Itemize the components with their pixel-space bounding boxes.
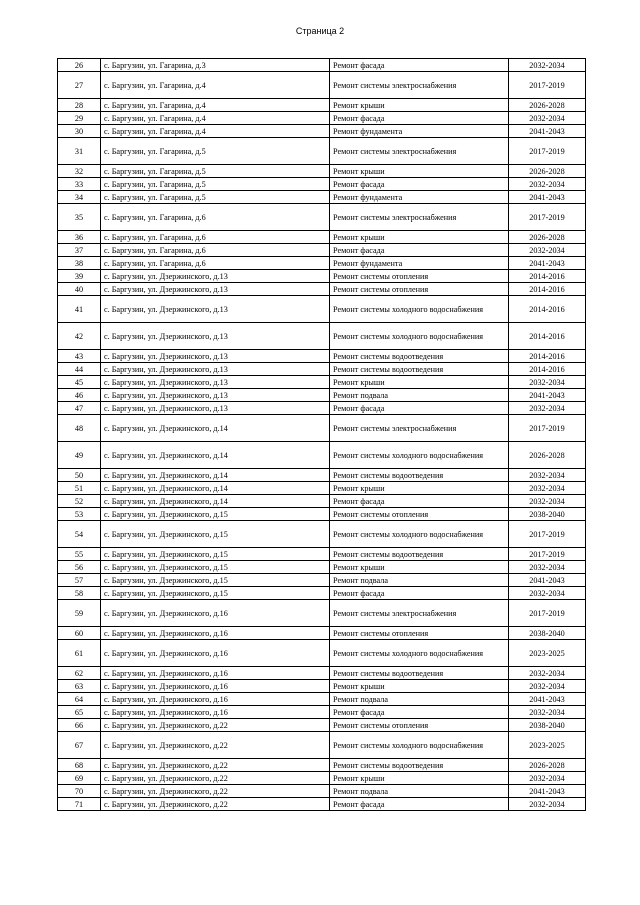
- row-number: 56: [58, 561, 101, 574]
- row-work-type: Ремонт крыши: [330, 165, 509, 178]
- row-number: 52: [58, 495, 101, 508]
- row-work-type: Ремонт системы холодного водоснабжения: [330, 296, 509, 323]
- row-address: с. Баргузин, ул. Дзержинского, д.13: [101, 376, 330, 389]
- table-row: [58, 508, 586, 521]
- row-period: 2041-2043: [509, 574, 586, 587]
- row-work-type: Ремонт фасада: [330, 244, 509, 257]
- row-address: с. Баргузин, ул. Дзержинского, д.13: [101, 283, 330, 296]
- row-work-type: Ремонт системы электроснабжения: [330, 72, 509, 99]
- row-period: 2032-2034: [509, 402, 586, 415]
- table-row: [58, 165, 586, 178]
- row-work-type: Ремонт крыши: [330, 231, 509, 244]
- row-period: 2032-2034: [509, 587, 586, 600]
- table-row: [58, 191, 586, 204]
- table-row: [58, 204, 586, 231]
- table-row: [58, 495, 586, 508]
- row-number: 45: [58, 376, 101, 389]
- row-period: 2041-2043: [509, 785, 586, 798]
- row-number: 39: [58, 270, 101, 283]
- row-work-type: Ремонт фундамента: [330, 257, 509, 270]
- row-work-type: Ремонт системы отопления: [330, 719, 509, 732]
- table-body: [58, 59, 586, 811]
- row-work-type: Ремонт подвала: [330, 389, 509, 402]
- row-number: 61: [58, 640, 101, 667]
- row-period: 2014-2016: [509, 323, 586, 350]
- table-row: [58, 561, 586, 574]
- row-work-type: Ремонт системы холодного водоснабжения: [330, 640, 509, 667]
- row-number: 69: [58, 772, 101, 785]
- table-row: [58, 138, 586, 165]
- table-row: [58, 482, 586, 495]
- row-address: с. Баргузин, ул. Дзержинского, д.15: [101, 574, 330, 587]
- table-row: [58, 680, 586, 693]
- row-number: 37: [58, 244, 101, 257]
- row-address: с. Баргузин, ул. Дзержинского, д.13: [101, 363, 330, 376]
- row-period: 2026-2028: [509, 165, 586, 178]
- row-address: с. Баргузин, ул. Дзержинского, д.16: [101, 667, 330, 680]
- row-number: 33: [58, 178, 101, 191]
- table-row: [58, 350, 586, 363]
- row-period: 2032-2034: [509, 244, 586, 257]
- table-row: [58, 693, 586, 706]
- row-number: 28: [58, 99, 101, 112]
- row-number: 65: [58, 706, 101, 719]
- table-row: [58, 521, 586, 548]
- table-row: [58, 112, 586, 125]
- row-period: 2032-2034: [509, 798, 586, 811]
- table-row: [58, 469, 586, 482]
- table-row: [58, 270, 586, 283]
- row-address: с. Баргузин, ул. Дзержинского, д.15: [101, 508, 330, 521]
- repair-schedule-table: [57, 58, 586, 811]
- table-row: [58, 402, 586, 415]
- row-period: 2038-2040: [509, 508, 586, 521]
- row-address: с. Баргузин, ул. Дзержинского, д.16: [101, 640, 330, 667]
- row-work-type: Ремонт фасада: [330, 706, 509, 719]
- row-address: с. Баргузин, ул. Дзержинского, д.16: [101, 706, 330, 719]
- row-period: 2041-2043: [509, 125, 586, 138]
- row-period: 2041-2043: [509, 693, 586, 706]
- row-address: с. Баргузин, ул. Дзержинского, д.15: [101, 548, 330, 561]
- row-work-type: Ремонт системы холодного водоснабжения: [330, 521, 509, 548]
- table-row: [58, 772, 586, 785]
- row-address: с. Баргузин, ул. Дзержинского, д.15: [101, 521, 330, 548]
- row-address: с. Баргузин, ул. Дзержинского, д.16: [101, 627, 330, 640]
- row-address: с. Баргузин, ул. Гагарина, д.6: [101, 204, 330, 231]
- row-number: 35: [58, 204, 101, 231]
- row-address: с. Баргузин, ул. Гагарина, д.5: [101, 191, 330, 204]
- row-number: 32: [58, 165, 101, 178]
- row-number: 54: [58, 521, 101, 548]
- table-row: [58, 99, 586, 112]
- table-row: [58, 732, 586, 759]
- row-address: с. Баргузин, ул. Дзержинского, д.13: [101, 350, 330, 363]
- row-number: 68: [58, 759, 101, 772]
- row-work-type: Ремонт фасада: [330, 798, 509, 811]
- row-address: с. Баргузин, ул. Дзержинского, д.13: [101, 402, 330, 415]
- row-work-type: Ремонт крыши: [330, 99, 509, 112]
- row-period: 2017-2019: [509, 138, 586, 165]
- table-row: [58, 59, 586, 72]
- table-row: [58, 72, 586, 99]
- row-work-type: Ремонт фасада: [330, 178, 509, 191]
- row-period: 2017-2019: [509, 600, 586, 627]
- table-row: [58, 363, 586, 376]
- row-period: 2023-2025: [509, 640, 586, 667]
- table-row: [58, 376, 586, 389]
- row-period: 2038-2040: [509, 627, 586, 640]
- row-address: с. Баргузин, ул. Дзержинского, д.14: [101, 415, 330, 442]
- table-row: [58, 415, 586, 442]
- row-number: 53: [58, 508, 101, 521]
- row-work-type: Ремонт системы электроснабжения: [330, 600, 509, 627]
- row-period: 2032-2034: [509, 561, 586, 574]
- table-row: [58, 548, 586, 561]
- row-work-type: Ремонт системы водоотведения: [330, 350, 509, 363]
- row-period: 2032-2034: [509, 772, 586, 785]
- row-work-type: Ремонт системы водоотведения: [330, 548, 509, 561]
- row-work-type: Ремонт системы водоотведения: [330, 667, 509, 680]
- row-number: 55: [58, 548, 101, 561]
- row-number: 44: [58, 363, 101, 376]
- table-row: [58, 640, 586, 667]
- row-work-type: Ремонт крыши: [330, 376, 509, 389]
- row-number: 51: [58, 482, 101, 495]
- row-period: 2014-2016: [509, 283, 586, 296]
- row-period: 2026-2028: [509, 759, 586, 772]
- table-row: [58, 574, 586, 587]
- row-work-type: Ремонт системы холодного водоснабжения: [330, 323, 509, 350]
- row-address: с. Баргузин, ул. Дзержинского, д.15: [101, 587, 330, 600]
- row-address: с. Баргузин, ул. Дзержинского, д.16: [101, 600, 330, 627]
- table-row: [58, 759, 586, 772]
- row-address: с. Баргузин, ул. Дзержинского, д.22: [101, 772, 330, 785]
- row-number: 27: [58, 72, 101, 99]
- row-number: 29: [58, 112, 101, 125]
- row-period: 2032-2034: [509, 376, 586, 389]
- table-row: [58, 231, 586, 244]
- row-work-type: Ремонт подвала: [330, 574, 509, 587]
- row-number: 34: [58, 191, 101, 204]
- row-period: 2041-2043: [509, 389, 586, 402]
- table-row: [58, 296, 586, 323]
- row-period: 2026-2028: [509, 231, 586, 244]
- table-row: [58, 244, 586, 257]
- row-work-type: Ремонт системы холодного водоснабжения: [330, 732, 509, 759]
- row-number: 59: [58, 600, 101, 627]
- row-work-type: Ремонт подвала: [330, 693, 509, 706]
- table-row: [58, 719, 586, 732]
- row-address: с. Баргузин, ул. Гагарина, д.5: [101, 165, 330, 178]
- row-number: 41: [58, 296, 101, 323]
- row-work-type: Ремонт системы отопления: [330, 283, 509, 296]
- row-address: с. Баргузин, ул. Дзержинского, д.14: [101, 442, 330, 469]
- row-period: 2032-2034: [509, 178, 586, 191]
- row-period: 2032-2034: [509, 706, 586, 719]
- row-period: 2017-2019: [509, 72, 586, 99]
- row-work-type: Ремонт системы водоотведения: [330, 759, 509, 772]
- row-number: 31: [58, 138, 101, 165]
- row-period: 2014-2016: [509, 296, 586, 323]
- table-row: [58, 257, 586, 270]
- row-address: с. Баргузин, ул. Гагарина, д.4: [101, 72, 330, 99]
- row-number: 42: [58, 323, 101, 350]
- table-row: [58, 283, 586, 296]
- row-number: 66: [58, 719, 101, 732]
- row-work-type: Ремонт системы холодного водоснабжения: [330, 442, 509, 469]
- table-row: [58, 442, 586, 469]
- row-work-type: Ремонт крыши: [330, 482, 509, 495]
- row-work-type: Ремонт фасада: [330, 587, 509, 600]
- table-row: [58, 587, 586, 600]
- row-number: 48: [58, 415, 101, 442]
- row-work-type: Ремонт системы электроснабжения: [330, 204, 509, 231]
- row-period: 2032-2034: [509, 469, 586, 482]
- table-row: [58, 125, 586, 138]
- row-number: 49: [58, 442, 101, 469]
- row-address: с. Баргузин, ул. Дзержинского, д.13: [101, 296, 330, 323]
- row-number: 71: [58, 798, 101, 811]
- table-row: [58, 389, 586, 402]
- row-work-type: Ремонт фасада: [330, 112, 509, 125]
- row-period: 2032-2034: [509, 482, 586, 495]
- row-number: 57: [58, 574, 101, 587]
- row-address: с. Баргузин, ул. Дзержинского, д.22: [101, 785, 330, 798]
- row-period: 2023-2025: [509, 732, 586, 759]
- table-row: [58, 798, 586, 811]
- row-work-type: Ремонт крыши: [330, 772, 509, 785]
- row-period: 2032-2034: [509, 112, 586, 125]
- row-period: 2017-2019: [509, 548, 586, 561]
- row-number: 40: [58, 283, 101, 296]
- row-period: 2014-2016: [509, 350, 586, 363]
- row-number: 58: [58, 587, 101, 600]
- row-address: с. Баргузин, ул. Дзержинского, д.14: [101, 495, 330, 508]
- row-address: с. Баргузин, ул. Дзержинского, д.22: [101, 719, 330, 732]
- row-address: с. Баргузин, ул. Дзержинского, д.14: [101, 482, 330, 495]
- row-number: 63: [58, 680, 101, 693]
- row-work-type: Ремонт фасада: [330, 495, 509, 508]
- table-row: [58, 323, 586, 350]
- row-address: с. Баргузин, ул. Дзержинского, д.22: [101, 759, 330, 772]
- row-address: с. Баргузин, ул. Гагарина, д.6: [101, 231, 330, 244]
- row-number: 67: [58, 732, 101, 759]
- row-work-type: Ремонт системы отопления: [330, 627, 509, 640]
- row-work-type: Ремонт фасада: [330, 402, 509, 415]
- row-period: 2032-2034: [509, 59, 586, 72]
- row-number: 26: [58, 59, 101, 72]
- row-work-type: Ремонт крыши: [330, 680, 509, 693]
- row-period: 2014-2016: [509, 363, 586, 376]
- row-period: 2032-2034: [509, 495, 586, 508]
- row-address: с. Баргузин, ул. Гагарина, д.5: [101, 138, 330, 165]
- row-address: с. Баргузин, ул. Дзержинского, д.14: [101, 469, 330, 482]
- row-address: с. Баргузин, ул. Гагарина, д.4: [101, 99, 330, 112]
- row-period: 2017-2019: [509, 521, 586, 548]
- row-address: с. Баргузин, ул. Дзержинского, д.13: [101, 270, 330, 283]
- row-number: 64: [58, 693, 101, 706]
- row-work-type: Ремонт системы водоотведения: [330, 363, 509, 376]
- row-address: с. Баргузин, ул. Дзержинского, д.16: [101, 693, 330, 706]
- row-period: 2041-2043: [509, 191, 586, 204]
- table-row: [58, 600, 586, 627]
- table-row: [58, 706, 586, 719]
- row-address: с. Баргузин, ул. Гагарина, д.6: [101, 244, 330, 257]
- row-work-type: Ремонт системы водоотведения: [330, 469, 509, 482]
- row-number: 60: [58, 627, 101, 640]
- row-work-type: Ремонт фундамента: [330, 125, 509, 138]
- row-address: с. Баргузин, ул. Гагарина, д.6: [101, 257, 330, 270]
- row-period: 2014-2016: [509, 270, 586, 283]
- row-address: с. Баргузин, ул. Дзержинского, д.22: [101, 798, 330, 811]
- row-work-type: Ремонт фасада: [330, 59, 509, 72]
- row-address: с. Баргузин, ул. Дзержинского, д.16: [101, 680, 330, 693]
- row-period: 2026-2028: [509, 442, 586, 469]
- table-row: [58, 785, 586, 798]
- row-number: 30: [58, 125, 101, 138]
- row-number: 47: [58, 402, 101, 415]
- row-address: с. Баргузин, ул. Гагарина, д.3: [101, 59, 330, 72]
- row-address: с. Баргузин, ул. Дзержинского, д.15: [101, 561, 330, 574]
- row-number: 43: [58, 350, 101, 363]
- row-period: 2017-2019: [509, 415, 586, 442]
- row-work-type: Ремонт системы электроснабжения: [330, 415, 509, 442]
- row-period: 2017-2019: [509, 204, 586, 231]
- row-period: 2038-2040: [509, 719, 586, 732]
- row-number: 50: [58, 469, 101, 482]
- row-number: 70: [58, 785, 101, 798]
- row-work-type: Ремонт подвала: [330, 785, 509, 798]
- table-row: [58, 627, 586, 640]
- row-number: 62: [58, 667, 101, 680]
- row-number: 38: [58, 257, 101, 270]
- row-number: 46: [58, 389, 101, 402]
- row-work-type: Ремонт системы отопления: [330, 508, 509, 521]
- row-address: с. Баргузин, ул. Дзержинского, д.13: [101, 323, 330, 350]
- row-work-type: Ремонт фундамента: [330, 191, 509, 204]
- row-address: с. Баргузин, ул. Гагарина, д.4: [101, 125, 330, 138]
- row-address: с. Баргузин, ул. Дзержинского, д.13: [101, 389, 330, 402]
- row-period: 2041-2043: [509, 257, 586, 270]
- table-row: [58, 667, 586, 680]
- page-header: Страница 2: [295, 26, 345, 36]
- row-work-type: Ремонт системы отопления: [330, 270, 509, 283]
- row-period: 2032-2034: [509, 667, 586, 680]
- row-address: с. Баргузин, ул. Гагарина, д.4: [101, 112, 330, 125]
- row-work-type: Ремонт крыши: [330, 561, 509, 574]
- table-row: [58, 178, 586, 191]
- row-period: 2032-2034: [509, 680, 586, 693]
- row-address: с. Баргузин, ул. Дзержинского, д.22: [101, 732, 330, 759]
- row-number: 36: [58, 231, 101, 244]
- row-work-type: Ремонт системы электроснабжения: [330, 138, 509, 165]
- row-address: с. Баргузин, ул. Гагарина, д.5: [101, 178, 330, 191]
- row-period: 2026-2028: [509, 99, 586, 112]
